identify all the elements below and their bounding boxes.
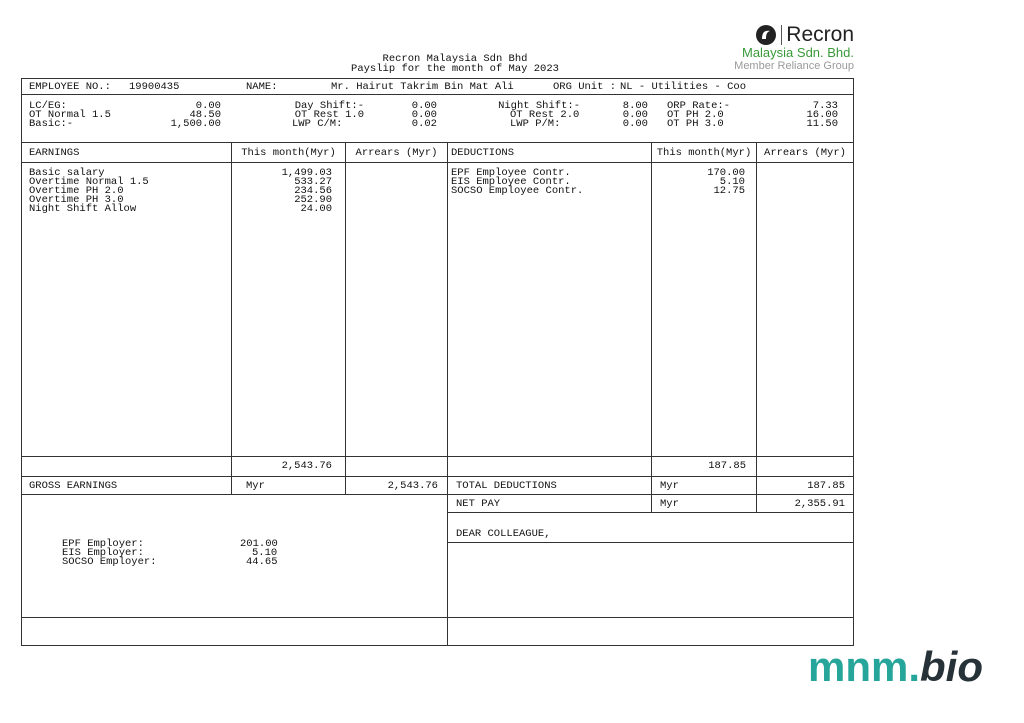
earning-label: Overtime Normal 1.5	[29, 176, 149, 188]
watermark-part2: bio	[920, 643, 983, 690]
rate-value: 0.00	[411, 109, 437, 121]
deductions-arrears-header: Arrears (Myr)	[764, 147, 846, 159]
reliance-logo-icon	[755, 24, 777, 46]
employer-values	[240, 540, 278, 567]
rate-label: Day Shift:-	[294, 100, 364, 112]
rates-values-2	[380, 102, 437, 129]
employer-value: 5.10	[252, 547, 278, 559]
gross-earnings-label: GROSS EARNINGS	[29, 480, 118, 492]
org-unit-label: ORG Unit :	[553, 81, 617, 93]
rate-label: OT Rest 2.0	[510, 109, 580, 121]
earnings-arrears-header: Arrears (Myr)	[355, 147, 438, 159]
rate-label: LC/EG:	[29, 100, 67, 112]
rate-label: LWP P/M:	[510, 118, 561, 130]
org-unit: NL - Utilities - Coo	[620, 81, 747, 93]
rate-value: 11.50	[806, 118, 838, 130]
deduction-label: EIS Employee Contr.	[451, 176, 571, 188]
deductions-subtotal: 187.85	[708, 460, 746, 472]
net-pay-label: NET PAY	[456, 498, 501, 510]
rate-label: OT PH 2.0	[667, 109, 724, 121]
rate-value: 1,500.00	[170, 118, 221, 130]
rate-label: OT Rest 1.0	[294, 109, 364, 121]
earnings-subtotal: 2,543.76	[281, 460, 332, 472]
employee-no: 19900435	[129, 81, 180, 93]
earnings-labels	[29, 169, 149, 214]
earnings-header: EARNINGS	[29, 147, 80, 159]
earning-label: Overtime PH 2.0	[29, 185, 124, 197]
rate-label: ORP Rate:-	[667, 100, 731, 112]
rates-group-2	[264, 102, 364, 129]
message-text: DEAR COLLEAGUE,	[456, 528, 551, 540]
employer-value: 44.65	[246, 556, 278, 568]
rate-value: 0.00	[622, 118, 648, 130]
earning-label: Night Shift Allow	[29, 203, 137, 215]
deduction-value: 5.10	[719, 176, 745, 188]
earning-value: 533.27	[294, 176, 332, 188]
deduction-label: EPF Employee Contr.	[451, 167, 571, 179]
watermark-part1: mnm.	[808, 643, 921, 690]
rate-value: 8.00	[622, 100, 648, 112]
rate-label: Basic:-	[29, 118, 74, 130]
employer-value: 201.00	[240, 538, 278, 550]
logo-tagline: Member Reliance Group	[734, 60, 854, 72]
gross-currency: Myr	[246, 480, 265, 492]
rate-value: 7.33	[812, 100, 838, 112]
rates-group-4	[667, 102, 730, 129]
rates-values-3	[590, 102, 648, 129]
gross-earnings-value: 2,543.76	[387, 480, 438, 492]
total-deductions-currency: Myr	[660, 480, 679, 492]
company-name: Recron Malaysia Sdn Bhd	[382, 53, 528, 65]
rate-label: OT Normal 1.5	[29, 109, 111, 121]
rate-label: Night Shift:-	[498, 100, 580, 112]
deduction-value: 12.75	[713, 185, 745, 197]
logo-subtitle: Malaysia Sdn. Bhd.	[741, 45, 854, 60]
earning-label: Basic salary	[29, 167, 105, 179]
company-logo	[728, 24, 854, 78]
employee-name: Mr. Hairut Takrim Bin Mat Ali	[331, 81, 514, 93]
employee-name-label: NAME:	[246, 81, 278, 93]
rates-values-1	[141, 102, 221, 129]
rates-values-4	[770, 102, 838, 129]
earning-value: 234.56	[294, 185, 332, 197]
rates-group-1	[29, 102, 111, 129]
earning-value: 24.00	[300, 203, 332, 215]
net-pay-value: 2,355.91	[794, 498, 845, 510]
net-pay-currency: Myr	[660, 498, 679, 510]
rate-value: 0.00	[622, 109, 648, 121]
deduction-label: SOCSO Employee Contr.	[451, 185, 584, 197]
employer-labels	[62, 540, 157, 567]
rates-group-3	[480, 102, 580, 129]
employer-label: SOCSO Employer:	[62, 556, 157, 568]
logo-name: Recron	[786, 23, 854, 46]
rate-label: LWP C/M:	[292, 118, 343, 130]
deductions-header: DEDUCTIONS	[451, 147, 515, 159]
watermark	[808, 643, 983, 691]
deductions-this-month-header: This month(Myr)	[656, 147, 752, 159]
earning-value: 1,499.03	[281, 167, 332, 179]
employee-no-label: EMPLOYEE NO.:	[29, 81, 111, 93]
earnings-this-month-header: This month(Myr)	[241, 147, 336, 159]
total-deductions-value: 187.85	[807, 480, 845, 492]
deduction-value: 170.00	[707, 167, 745, 179]
rate-value: 0.00	[195, 100, 221, 112]
deductions-values	[680, 169, 745, 196]
employer-label: EPF Employer:	[62, 538, 144, 550]
rate-value: 16.00	[806, 109, 838, 121]
rate-value: 0.02	[411, 118, 437, 130]
earning-value: 252.90	[294, 194, 332, 206]
payslip-title: Payslip for the month of May 2023	[351, 63, 559, 75]
employer-label: EIS Employer:	[62, 547, 144, 559]
deductions-labels	[451, 169, 583, 196]
rate-label: OT PH 3.0	[667, 118, 724, 130]
rate-value: 0.00	[411, 100, 437, 112]
total-deductions-label: TOTAL DEDUCTIONS	[456, 480, 557, 492]
earnings-values	[250, 169, 332, 214]
rate-value: 48.50	[189, 109, 221, 121]
earning-label: Overtime PH 3.0	[29, 194, 124, 206]
